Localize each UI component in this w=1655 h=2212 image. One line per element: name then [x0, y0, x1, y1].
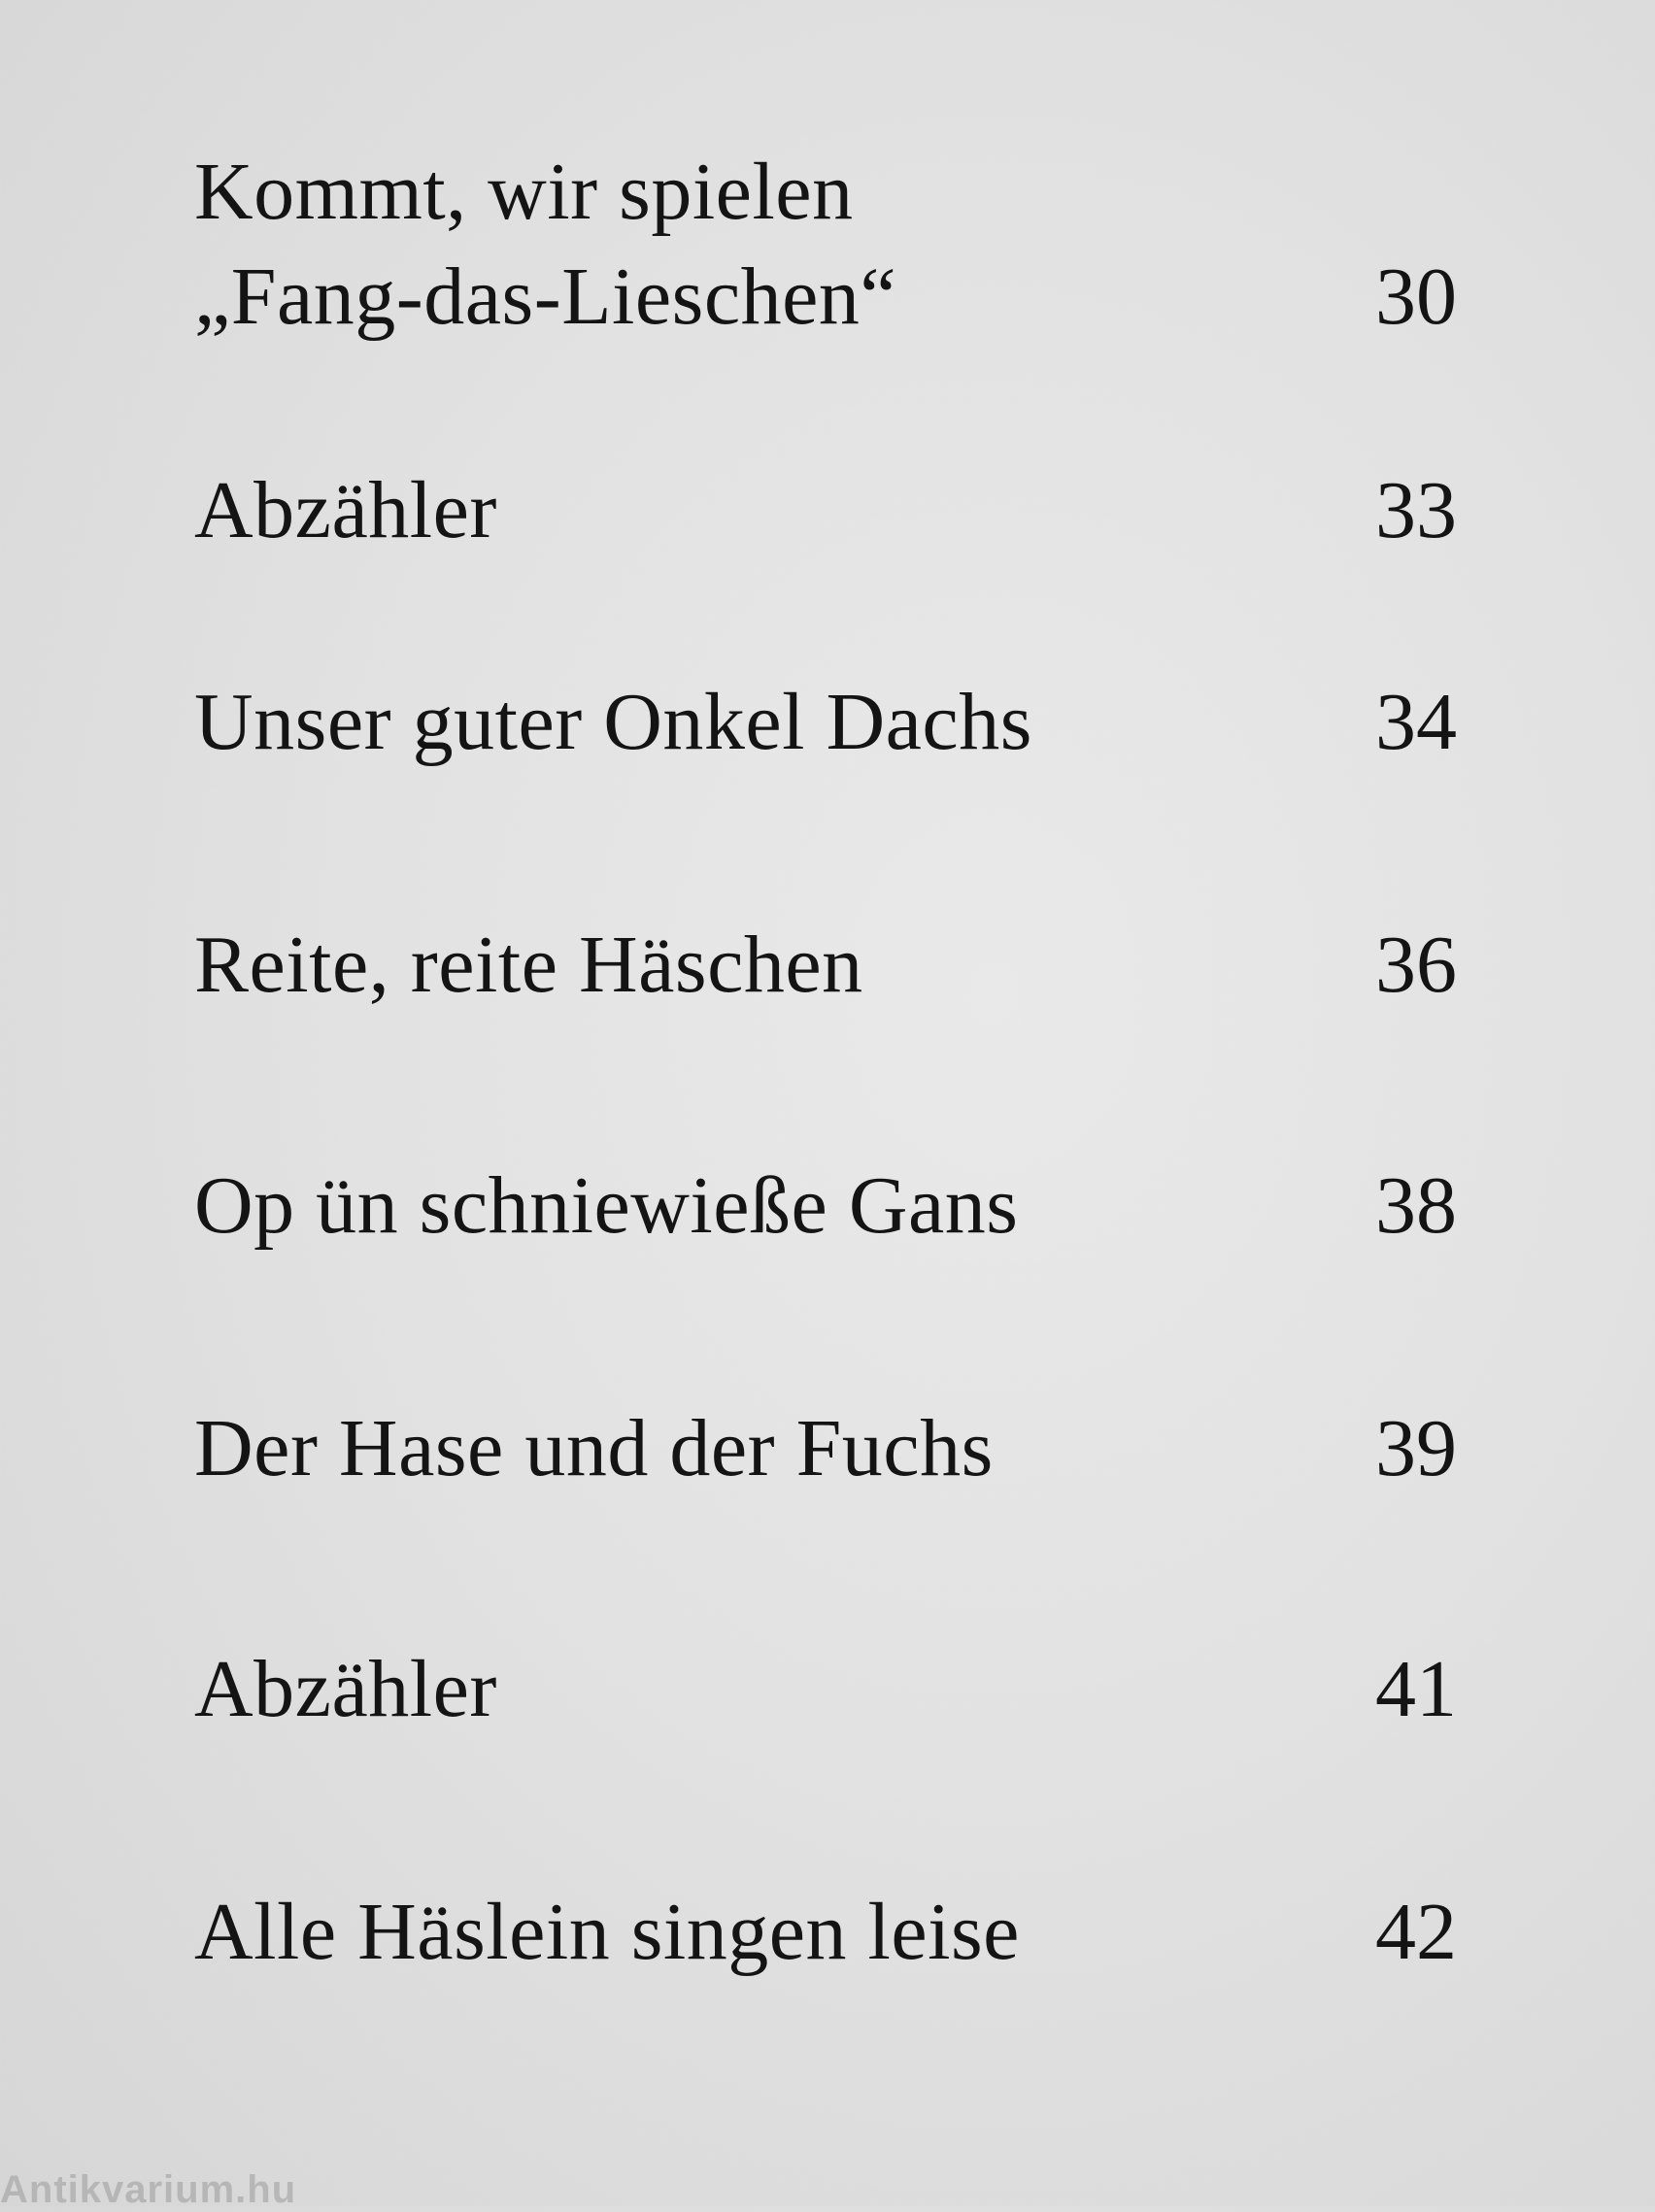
entry-page-number: 38 [1375, 1160, 1457, 1251]
toc-entry [194, 882, 1457, 1018]
entry-title-line: Abzähler [194, 1644, 497, 1734]
entry-title [194, 913, 863, 1018]
toc-entry [194, 1849, 1457, 1985]
entry-title-line: „Fang-das-Lieschen“ [194, 251, 897, 342]
entry-title-line: Unser guter Onkel Dachs [194, 677, 1032, 767]
watermark: Antikvarium.hu [0, 2168, 297, 2211]
entry-title-line: Der Hase und der Fuchs [194, 1403, 994, 1493]
entry-title [194, 458, 497, 563]
entry-title [194, 140, 896, 350]
entry-title-line: Reite, reite Häschen [194, 920, 863, 1010]
entry-title-line: Kommt, wir spielen [194, 147, 854, 237]
entry-page-number: 42 [1375, 1887, 1457, 1977]
entry-title [194, 670, 1032, 775]
entry-title [194, 1637, 497, 1742]
toc-entry [194, 147, 1457, 350]
entry-title [194, 1154, 1018, 1258]
toc-entry [194, 427, 1457, 563]
entry-page-number: 33 [1375, 465, 1457, 555]
toc-entry [194, 1123, 1457, 1258]
toc-entry [194, 1365, 1457, 1501]
entry-page-number: 30 [1375, 251, 1457, 342]
entry-page-number: 39 [1375, 1403, 1457, 1493]
entry-title [194, 1396, 994, 1501]
toc-entry [194, 639, 1457, 775]
entry-title-line: Abzähler [194, 465, 497, 555]
entry-page-number: 36 [1375, 920, 1457, 1010]
toc-entry [194, 1606, 1457, 1742]
entry-title-line: Alle Häslein singen leise [194, 1887, 1020, 1977]
entry-title [194, 1880, 1020, 1985]
entry-page-number: 41 [1375, 1644, 1457, 1734]
entry-title-line: Op ün schniewieße Gans [194, 1160, 1019, 1251]
entry-page-number: 34 [1375, 677, 1457, 767]
